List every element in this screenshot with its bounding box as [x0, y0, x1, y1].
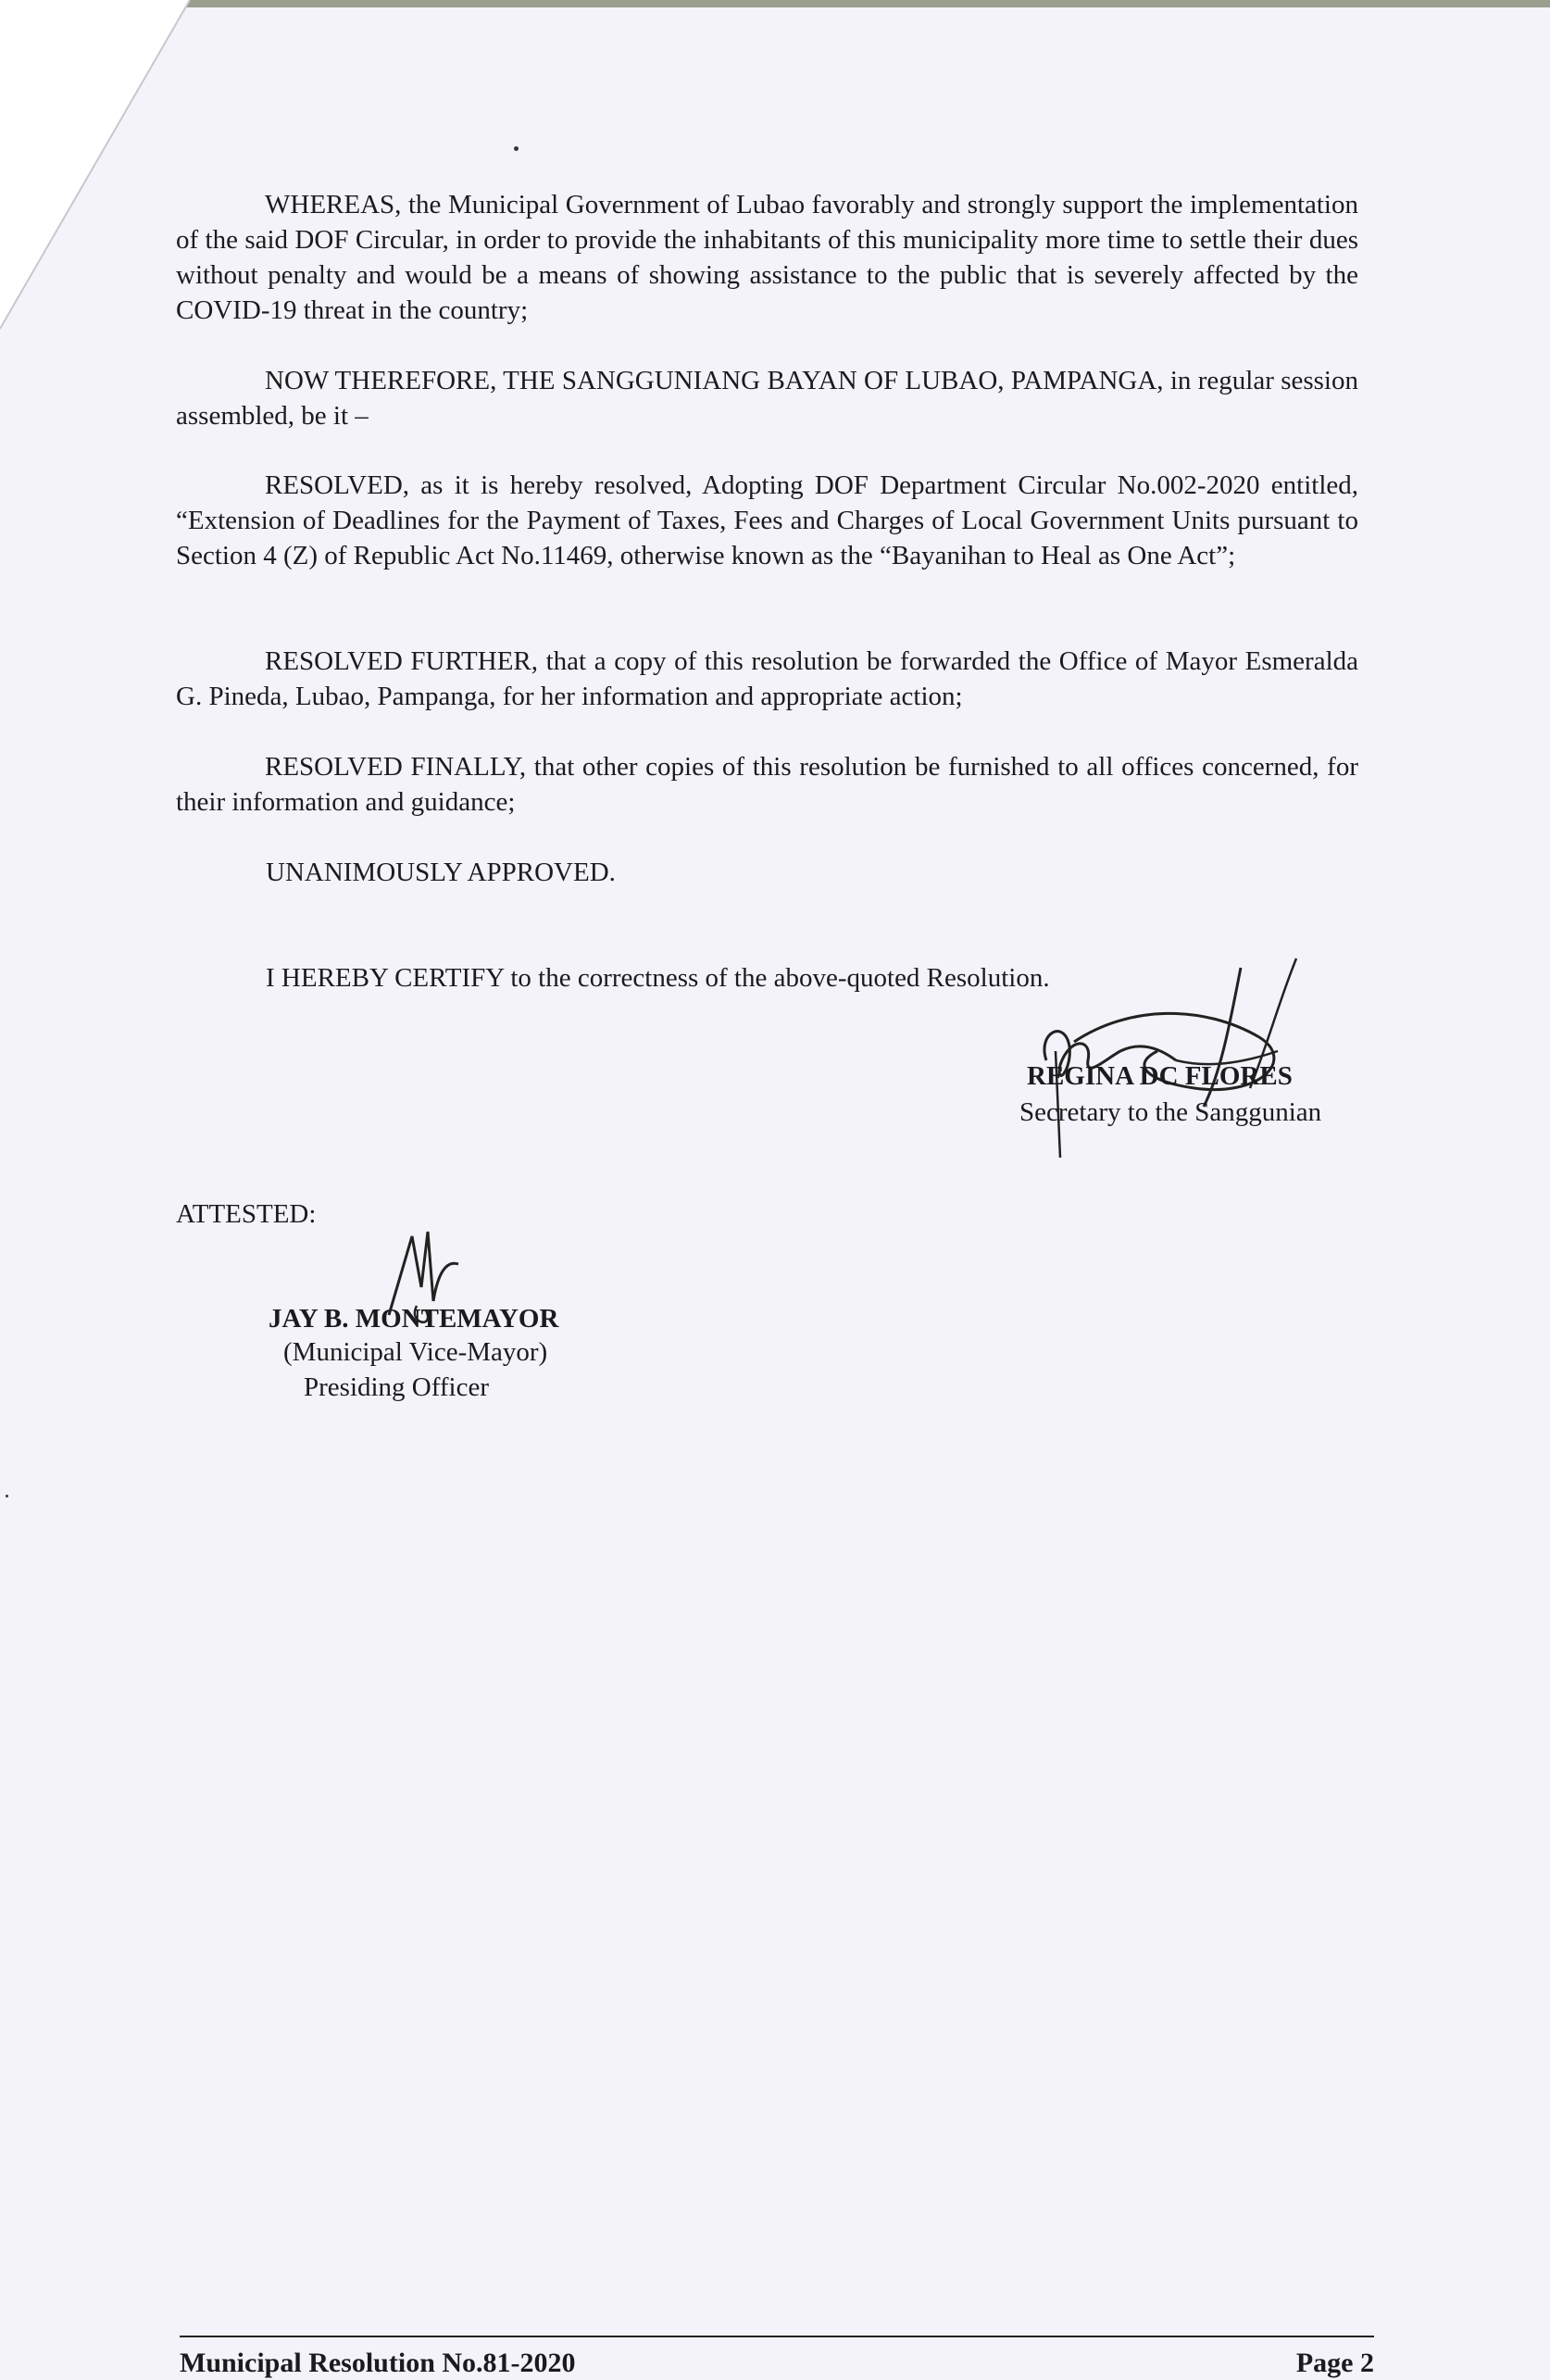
- folded-corner: [0, 0, 204, 333]
- resolved-further-paragraph: RESOLVED FURTHER, that a copy of this resolution be forwarded the Office of Mayor Esmeralda G. Pineda, Lubao, Pampanga, for her information and appropriate action;: [176, 646, 1358, 711]
- resolution-body: [176, 468, 1358, 573]
- presiding-officer-label: Presiding Officer: [304, 1372, 489, 1402]
- vice-mayor-name: JAY B. MONTEMAYOR: [269, 1304, 559, 1334]
- footer-divider: [180, 2336, 1374, 2337]
- resolved-paragraph: RESOLVED, as it is hereby resolved, Adopting DOF Department Circular No.002-2020 entitled, “Extension of Deadlines for the Payment of Taxes, Fees and Charges of Local Government Units pursuant to Section 4 (Z) of Republic Act No.11469, otherwise known as the “Bayanihan to Heal as One Act”;: [176, 470, 1358, 570]
- scan-top-edge: [0, 0, 1550, 7]
- secretary-title: Secretary to the Sanggunian: [1019, 1097, 1322, 1127]
- vice-mayor-role: (Municipal Vice-Mayor): [283, 1337, 548, 1367]
- page-number: Page 2: [1295, 2348, 1374, 2378]
- resolution-body: [176, 187, 1358, 328]
- now-therefore-paragraph: NOW THEREFORE, THE SANGGUNIANG BAYAN OF LUBAO, PAMPANGA, in regular session assembled, be it –: [176, 366, 1358, 431]
- scan-speck: [6, 1495, 8, 1497]
- attested-label: ATTESTED:: [176, 1199, 317, 1229]
- scan-speck: [514, 146, 519, 151]
- page-footer: [180, 2347, 1374, 2380]
- resolved-finally-paragraph: RESOLVED FINALLY, that other copies of this resolution be furnished to all offices concerned, for their information and guidance;: [176, 752, 1358, 817]
- resolution-body: [176, 749, 1358, 820]
- certification-statement: I HEREBY CERTIFY to the correctness of the above-quoted Resolution.: [266, 963, 1050, 993]
- resolution-number: Municipal Resolution No.81-2020: [180, 2348, 576, 2378]
- secretary-name: REGINA DC FLORES: [1027, 1061, 1293, 1091]
- whereas-paragraph: WHEREAS, the Municipal Government of Lubao favorably and strongly support the implementation of the said DOF Circular, in order to provide the inhabitants of this municipality more time to settle their dues without penalty and would be a means of showing assistance to the public that is severely affected by the COVID-19 threat in the country;: [176, 190, 1358, 325]
- resolution-body: [176, 644, 1358, 714]
- resolution-body: [176, 363, 1358, 433]
- unanimously-approved: UNANIMOUSLY APPROVED.: [266, 858, 616, 887]
